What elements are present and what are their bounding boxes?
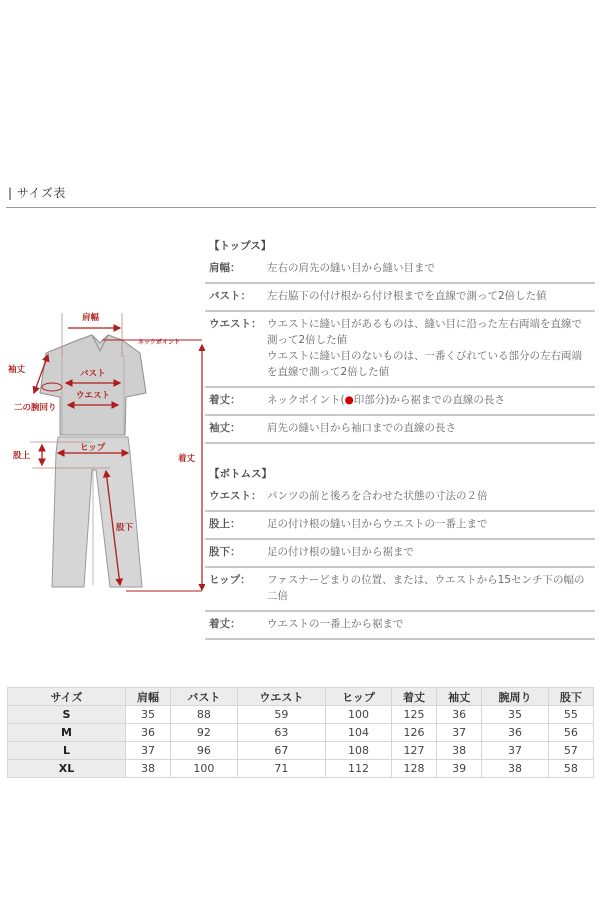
def-row-rise xyxy=(205,512,595,540)
label-inseam: 股下 xyxy=(116,523,134,533)
table-cell: 100 xyxy=(171,760,238,778)
table-cell: 56 xyxy=(548,724,593,742)
label-shoulder: 肩幅 xyxy=(82,313,100,323)
table-cell: 104 xyxy=(325,724,391,742)
column-header: 肩幅 xyxy=(126,688,171,706)
table-cell: 38 xyxy=(482,760,549,778)
table-cell: 37 xyxy=(126,742,171,760)
table-cell: 36 xyxy=(126,724,171,742)
column-header: 腕周り xyxy=(482,688,549,706)
label-bust: バスト xyxy=(80,369,106,379)
table-cell: 59 xyxy=(237,706,325,724)
size-cell: L xyxy=(8,742,126,760)
def-desc: ファスナーどまりの位置、または、ウエストから15センチ下の幅の xyxy=(267,574,585,586)
column-header: ヒップ xyxy=(325,688,391,706)
def-row-total-length xyxy=(205,388,595,416)
label-sleeve-length: 袖丈 xyxy=(8,365,26,375)
def-term: 股下： xyxy=(209,546,241,558)
column-header: 股下 xyxy=(548,688,593,706)
table-cell: 36 xyxy=(482,724,549,742)
column-header: 着丈 xyxy=(392,688,437,706)
size-cell: M xyxy=(8,724,126,742)
def-desc: 肩先の縫い目から袖口までの直線の長さ xyxy=(267,422,456,434)
def-desc: 左右脇下の付け根から付け根までを直線で測って2倍した値 xyxy=(267,290,547,302)
def-term: ウエスト： xyxy=(209,490,262,502)
table-row xyxy=(8,706,594,724)
table-cell: 58 xyxy=(548,760,593,778)
def-desc: 印部分)から裾までの直線の長さ xyxy=(353,394,505,406)
size-cell: S xyxy=(8,706,126,724)
bottoms-heading: 【ボトムス】 xyxy=(209,468,272,480)
table-cell: 35 xyxy=(126,706,171,724)
label-waist: ウエスト xyxy=(76,391,111,401)
table-cell: 100 xyxy=(325,706,391,724)
column-header: 袖丈 xyxy=(437,688,482,706)
table-cell: 126 xyxy=(392,724,437,742)
label-rise: 股上 xyxy=(13,451,31,461)
label-neck-point: ネックポイント xyxy=(138,339,181,346)
def-desc: ネックポイント( xyxy=(267,394,345,406)
table-cell: 88 xyxy=(171,706,238,724)
def-term: バスト： xyxy=(209,290,251,302)
table-cell: 125 xyxy=(392,706,437,724)
def-row-inseam xyxy=(205,540,595,568)
table-cell: 39 xyxy=(437,760,482,778)
table-cell: 71 xyxy=(237,760,325,778)
def-term: ヒップ： xyxy=(209,574,251,586)
table-cell: 38 xyxy=(126,760,171,778)
column-header: サイズ xyxy=(8,688,126,706)
table-row xyxy=(8,742,594,760)
def-desc: ウエストの一番上から裾まで xyxy=(267,618,404,630)
table-row xyxy=(8,724,594,742)
def-desc: 二倍 xyxy=(267,590,288,602)
tops-heading: 【トップス】 xyxy=(209,240,272,252)
table-cell: 96 xyxy=(171,742,238,760)
def-term: 着丈： xyxy=(209,394,241,406)
measurement-definitions xyxy=(205,236,595,640)
table-cell: 37 xyxy=(482,742,549,760)
table-cell: 57 xyxy=(548,742,593,760)
title-divider xyxy=(6,207,596,208)
def-row-waist xyxy=(205,312,595,388)
def-term: ウエスト： xyxy=(209,318,262,330)
label-total-length: 着丈 xyxy=(178,454,196,464)
def-term: 袖丈： xyxy=(209,422,241,434)
def-row-pants-length xyxy=(205,612,595,640)
def-desc: ウエストに縫い目のないものは、一番くびれている部分の左右両端 xyxy=(267,350,582,362)
table-cell: 63 xyxy=(237,724,325,742)
table-cell: 36 xyxy=(437,706,482,724)
def-desc: 足の付け根の縫い目から裾まで xyxy=(267,546,414,558)
table-cell: 112 xyxy=(325,760,391,778)
def-row-hip xyxy=(205,568,595,612)
table-row xyxy=(8,760,594,778)
table-cell: 67 xyxy=(237,742,325,760)
def-desc: ウエストに縫い目があるものは、縫い目に沿った左右両端を直線で xyxy=(267,318,582,330)
table-cell: 55 xyxy=(548,706,593,724)
label-hip: ヒップ xyxy=(80,443,106,453)
def-row-sleeve-length xyxy=(205,416,595,444)
table-cell: 92 xyxy=(171,724,238,742)
table-cell: 108 xyxy=(325,742,391,760)
def-term: 肩幅： xyxy=(209,262,241,274)
def-desc: 測って2倍した値 xyxy=(267,334,348,346)
table-cell: 35 xyxy=(482,706,549,724)
size-table xyxy=(7,687,594,778)
measurement-diagram xyxy=(0,295,205,600)
def-desc: 左右の肩先の縫い目から縫い目まで xyxy=(267,262,435,274)
def-row-pants-waist xyxy=(205,484,595,512)
column-header: バスト xyxy=(171,688,238,706)
page-title: | サイズ表 xyxy=(8,186,66,200)
table-cell: 38 xyxy=(437,742,482,760)
def-term: 着丈： xyxy=(209,618,241,630)
def-term: 股上： xyxy=(209,518,241,530)
def-row-shoulder xyxy=(205,256,595,284)
table-cell: 128 xyxy=(392,760,437,778)
def-row-bust xyxy=(205,284,595,312)
table-cell: 37 xyxy=(437,724,482,742)
table-cell: 127 xyxy=(392,742,437,760)
def-desc: を直線で測って2倍した値 xyxy=(267,366,390,378)
def-desc: 足の付け根の縫い目からウエストの一番上まで xyxy=(267,518,488,530)
red-dot-marker-icon: ● xyxy=(344,394,354,406)
def-desc: パンツの前と後ろを合わせた状態の寸法の２倍 xyxy=(267,490,488,502)
column-header: ウエスト xyxy=(237,688,325,706)
table-header-row xyxy=(8,688,594,706)
label-upper-arm: 二の腕回り xyxy=(14,403,57,413)
size-cell: XL xyxy=(8,760,126,778)
